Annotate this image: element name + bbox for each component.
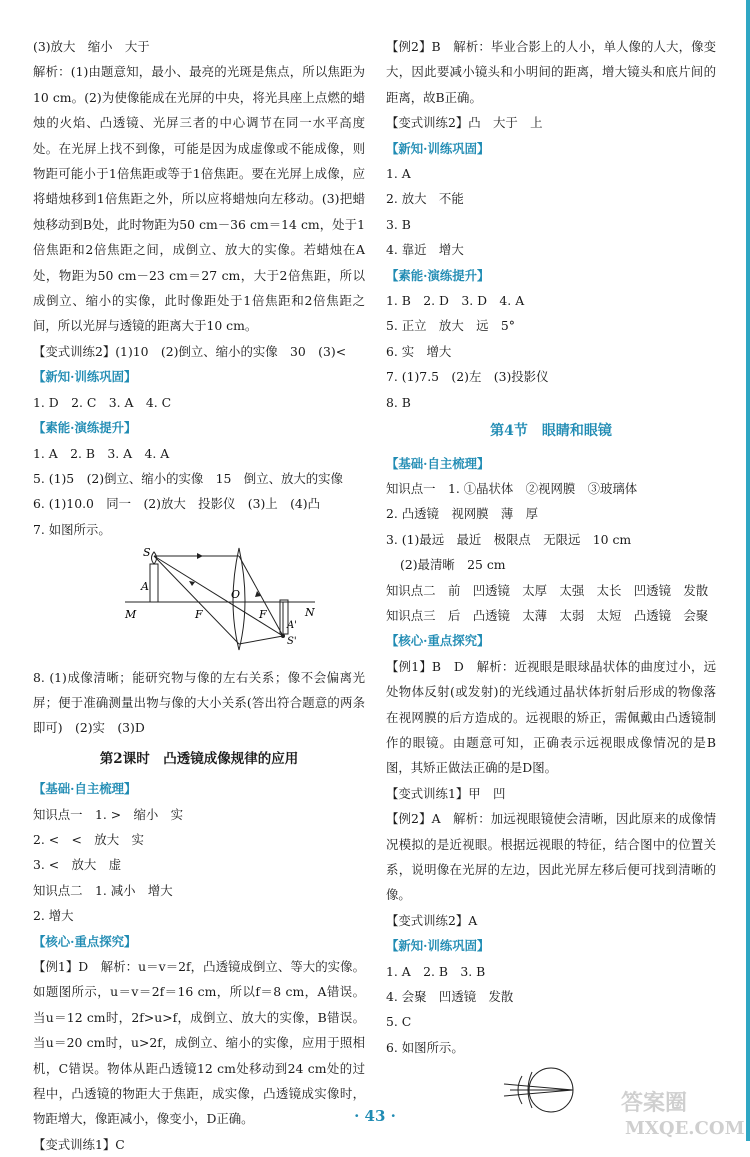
- answer-paragraph: 知识点三 后 凸透镜 太薄 太弱 太短 凸透镜 会聚: [386, 607, 709, 623]
- answer-line: 5. (1)5 (2)倒立、缩小的实像 15 倒立、放大的实像: [33, 470, 343, 486]
- label-f-right: F: [259, 608, 267, 622]
- example-paragraph: 【例2】B 解析：毕业合影上的人小，单人像的人大，像变大，因此要减小镜头和小明间的距离，增大镜头和底片间的距离，故B正确。: [386, 39, 716, 105]
- answer-line: 1. A 2. B 3. A 4. A: [33, 445, 170, 461]
- answer-line: 4. 靠近 增大: [386, 242, 464, 258]
- section-tag: 【基础·自主梳理】: [33, 781, 137, 797]
- answer-line: 8. B: [386, 394, 411, 410]
- answer-line: (2)最清晰 25 cm: [400, 557, 506, 573]
- watermark-logo: [615, 1080, 745, 1140]
- answer-line: 2. 增大: [33, 908, 74, 924]
- answer-line: 5. 正立 放大 远 5°: [386, 318, 515, 334]
- label-s: S: [143, 546, 151, 560]
- variant-answer: 【变式训练1】甲 凹: [386, 785, 506, 801]
- example-paragraph: 【例1】B D 解析：近视眼是眼球晶状体的曲度过小，远处物体反射(或发射)的光线通过晶状体折射后形成的物像落在视网膜的后方造成的。远视眼的矫正，需佩戴由凸透镜制作的眼镜。由题意可知，正确表示远视眼成像情况的是B图，其矫正做法正确的是D图。: [386, 658, 716, 776]
- answer-line: (3)放大 缩小 大于: [33, 39, 150, 54]
- section-tag: 【新知·训练巩固】: [386, 140, 490, 156]
- variant-answer: 【变式训练2】凸 大于 上: [386, 115, 543, 131]
- section-tag: 【核心·重点探究】: [33, 933, 137, 949]
- answer-line: 4. 会聚 凹透镜 发散: [386, 989, 514, 1005]
- section-tag: 【新知·训练巩固】: [33, 369, 137, 385]
- analysis-paragraph: 解析：(1)由题意知，最小、最亮的光斑是焦点，所以焦距为10 cm。(2)为使像能成在光屏的中央，将光具座上点燃的蜡烛的火焰、凸透镜、光屏三者的中心调节在同一水平高度处。在光屏上找不到像，可能是因为成虚像或不能成像，则物距可能小于1倍焦距或等于1倍焦距。要在光屏上成像，应将蜡烛移到1倍焦距之外，所以应将蜡烛向左移动。(3)把蜡烛移动到B处，此时物距为50 cm－36 cm＝14 cm，处于1倍焦距和2倍焦距之间，成倒立、放大的实像。若蜡烛在A处，物距为50 cm－23 cm＝27 cm，大于2倍焦距，所以成倒立、缩小的实像，此时像距处于1倍焦距和2倍焦距之间，所以光屏与透镜的距离大于10 cm。: [33, 64, 365, 334]
- example-paragraph: 【例2】A 解析：加远视眼镜使会清晰，因此原来的成像情况模拟的是近视眼。根据远视眼的特征，结合图中的位置关系，说明像在光屏的左边，因此光屏左移后便可找到清晰的像。: [386, 811, 716, 903]
- variant-answer: 【变式训练2】A: [386, 912, 478, 928]
- answer-line: 3. (1)最远 最近 极限点 无限远 10 cm: [386, 531, 632, 547]
- answer-line: 知识点一 1. ①晶状体 ②视网膜 ③玻璃体: [386, 480, 638, 496]
- answer-line: 6. (1)10.0 同一 (2)放大 投影仪 (3)上 (4)凸: [33, 496, 321, 512]
- answer-line: 2. 放大 不能: [386, 191, 464, 207]
- variant-answer: 【变式训练1】C: [33, 1136, 125, 1152]
- answer-line: 知识点二 1. 减小 增大: [33, 882, 173, 898]
- lens-ray-diagram: [33, 544, 365, 652]
- page-number: · 43 ·: [354, 1107, 396, 1125]
- answer-line: 1. A: [386, 166, 411, 182]
- answer-line: 知识点一 1. > 缩小 实: [33, 806, 184, 822]
- answer-line: 1. B 2. D 3. D 4. A: [386, 293, 525, 309]
- answer-paragraph: 知识点二 前 凹透镜 太厚 太强 太长 凹透镜 发散: [386, 582, 709, 598]
- label-m: M: [125, 608, 137, 622]
- svg-text:答案圈: 答案圈: [621, 1090, 688, 1116]
- answer-line: 1. A 2. B 3. B: [386, 963, 486, 979]
- label-o: O: [231, 588, 241, 602]
- label-n: N: [305, 606, 315, 620]
- section-title: 第4节 眼睛和眼镜: [490, 423, 612, 440]
- lesson-title: 第2课时 凸透镜成像规律的应用: [99, 750, 299, 767]
- section-tag: 【新知·训练巩固】: [386, 938, 490, 954]
- example-paragraph: 【例1】D 解析：u＝v＝2f，凸透镜成倒立、等大的实像。如题图所示，u＝v＝2f＝16 cm，所以f＝8 cm，A错误。当u＝12 cm时，2f>u>f，成倒立、放大的实像，B错误。当u＝20 cm时，u>2f，成倒立、缩小的实像，应用于照相机，C错误。物体从距凸透镜12 cm处移动到24 cm处的过程中，凸透镜的物距大于焦距，成实像，凸透镜成实像时，物距增大，像距减小，像变小，D正确。: [33, 959, 365, 1127]
- left-column: [33, 34, 365, 1157]
- page-edge-bar: [746, 0, 750, 1141]
- answer-line: 2. < < 放大 实: [33, 831, 144, 847]
- section-tag: 【核心·重点探究】: [386, 633, 490, 649]
- label-a: A: [141, 580, 149, 594]
- answer-line: 6. 实 增大: [386, 343, 452, 359]
- answer-paragraph: 8. (1)成像清晰；能研究物与像的左右关系；像不会偏离光屏；便于准确测量出物与像的大小关系(答出符合题意的两条即可) (2)实 (3)D: [33, 669, 365, 736]
- answer-line: 3. < 放大 虚: [33, 857, 122, 873]
- section-tag: 【素能·演练提升】: [386, 267, 490, 283]
- label-s-prime: S': [287, 636, 297, 648]
- right-column: [386, 34, 716, 1125]
- answer-line: 3. B: [386, 216, 411, 232]
- label-f-left: F: [195, 608, 203, 622]
- label-a-prime: A': [287, 620, 297, 632]
- answer-line: 2. 凸透镜 视网膜 薄 厚: [386, 506, 539, 522]
- answer-line: 7. (1)7.5 (2)左 (3)投影仪: [386, 369, 549, 385]
- section-tag: 【基础·自主梳理】: [386, 455, 490, 471]
- answer-line: 5. C: [386, 1014, 412, 1030]
- variant-answer: 【变式训练2】(1)10 (2)倒立、缩小的实像 30 (3)<: [33, 343, 347, 359]
- answer-line: 7. 如图所示。: [33, 521, 111, 537]
- answer-line: 6. 如图所示。: [386, 1039, 464, 1055]
- svg-text:MXQE.COM: MXQE.COM: [625, 1118, 745, 1139]
- answer-line: 1. D 2. C 3. A 4. C: [33, 394, 172, 410]
- section-tag: 【素能·演练提升】: [33, 420, 137, 436]
